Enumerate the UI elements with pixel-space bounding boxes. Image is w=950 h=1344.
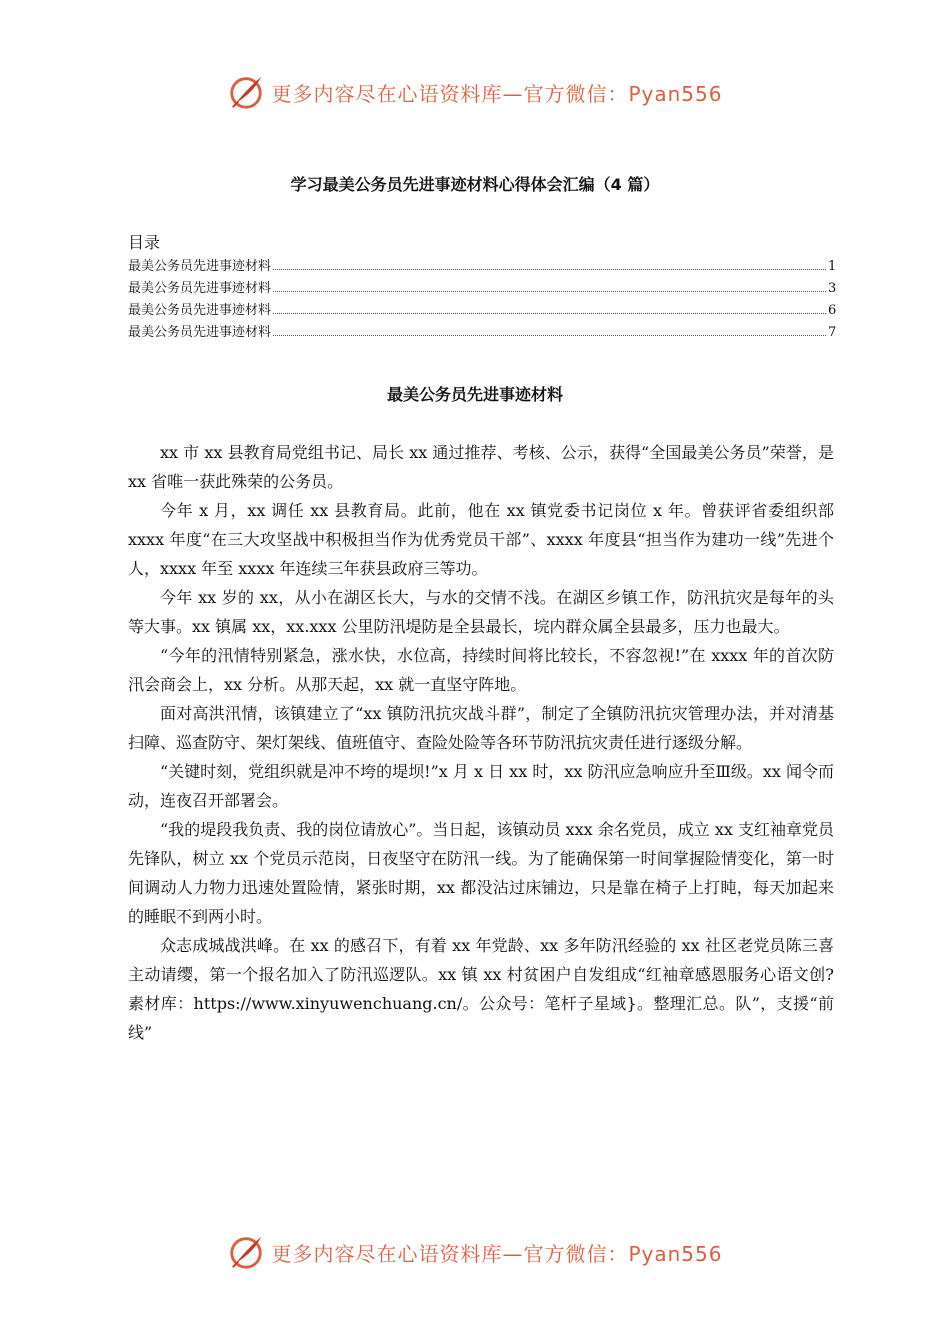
footer-banner — [0, 1232, 950, 1272]
toc-entry[interactable] — [128, 256, 836, 278]
toc-entry-label: 最美公务员先进事迹材料 — [128, 281, 272, 296]
toc-leader-dots — [273, 335, 826, 336]
paragraph: “关键时刻，党组织就是冲不垮的堤坝!”x 月 x 日 xx 时，xx 防汛应急响应升至Ⅲ级。xx 闻令而动，连夜召开部署会。 — [128, 762, 835, 810]
toc-entry-label: 最美公务员先进事迹材料 — [128, 259, 272, 274]
toc-entry-page: 1 — [828, 259, 837, 274]
paragraph: 众志成城战洪峰。在 xx 的感召下，有着 xx 年党龄、xx 多年防汛经验的 xx 社区老党员陈三喜主动请缨，第一个报名加入了防汛巡逻队。xx 镇 xx 村贫困户自发组成“红袖章感恩服务心语文创?素材库：https://www.xinyuwenchuang.cn/。公众号：笔杆子星域}。整理汇总。队”，支援“前线” — [128, 936, 834, 1042]
toc-entry-label: 最美公务员先进事迹材料 — [128, 303, 272, 318]
paragraph: “我的堤段我负责、我的岗位请放心”。当日起，该镇动员 xxx 余名党员，成立 xx 支红袖章党员先锋队，树立 xx 个党员示范岗，日夜坚守在防汛一线。为了能确保第一时间掌握险情变化，第一时间调动人力物力迅速处置险情，紧张时期，xx 都没沾过床铺边，只是靠在椅子上打盹，每天加起来的睡眠不到两小时。 — [128, 820, 834, 926]
paragraph: xx 市 xx 县教育局党组书记、局长 xx 通过推荐、考核、公示，获得“全国最美公务员”荣誉，是 xx 省唯一获此殊荣的公务员。 — [128, 443, 834, 491]
toc-entry[interactable] — [128, 300, 836, 322]
paragraph: 今年 xx 岁的 xx，从小在湖区长大，与水的交情不浅。在湖区乡镇工作，防汛抗灾是每年的头等大事。xx 镇属 xx，xx.xxx 公里防汛堤防是全县最长，垸内群众属全县最多，压力也最大。 — [128, 588, 834, 636]
header-banner — [0, 72, 950, 112]
paragraph: “今年的汛情特别紧急，涨水快，水位高，持续时间将比较长，不容忽视!”在 xxxx 年的首次防汛会商会上，xx 分析。从那天起，xx 就一直坚守阵地。 — [128, 646, 834, 694]
toc-leader-dots — [273, 291, 826, 292]
toc-entry-label: 最美公务员先进事迹材料 — [128, 325, 272, 340]
section-title: 最美公务员先进事迹材料 — [386, 385, 563, 404]
table-of-contents — [128, 232, 836, 344]
toc-entry-page: 6 — [828, 303, 837, 318]
toc-entry[interactable] — [128, 278, 836, 300]
banner-text: 更多内容尽在心语资料库—官方微信：Pyan556 — [271, 1241, 723, 1266]
banner-text: 更多内容尽在心语资料库—官方微信：Pyan556 — [271, 81, 723, 106]
article-body — [128, 438, 834, 1047]
toc-leader-dots — [273, 313, 826, 314]
toc-heading: 目录 — [128, 233, 161, 252]
quill-logo-icon — [227, 73, 265, 111]
paragraph: 今年 x 月，xx 调任 xx 县教育局。此前，他在 xx 镇党委书记岗位 x 年。曾获评省委组织部 xxxx 年度“在三大攻坚战中积极担当作为优秀党员干部”、xxxx 年度县“担当作为建功一线”先进个人，xxxx 年至 xxxx 年连续三年获县政府三等功。 — [128, 501, 834, 578]
toc-entry-page: 3 — [828, 281, 837, 296]
toc-entry[interactable] — [128, 322, 836, 344]
document-title: 学习最美公务员先进事迹材料心得体会汇编（4 篇） — [290, 175, 660, 194]
paragraph: 面对高洪汛情，该镇建立了“xx 镇防汛抗灾战斗群”，制定了全镇防汛抗灾管理办法，并对清基扫障、巡查防守、架灯架线、值班值守、查险处险等各环节防汛抗灾责任进行逐级分解。 — [128, 704, 834, 752]
toc-entry-page: 7 — [828, 325, 837, 340]
toc-leader-dots — [273, 269, 826, 270]
quill-logo-icon — [227, 1233, 265, 1271]
